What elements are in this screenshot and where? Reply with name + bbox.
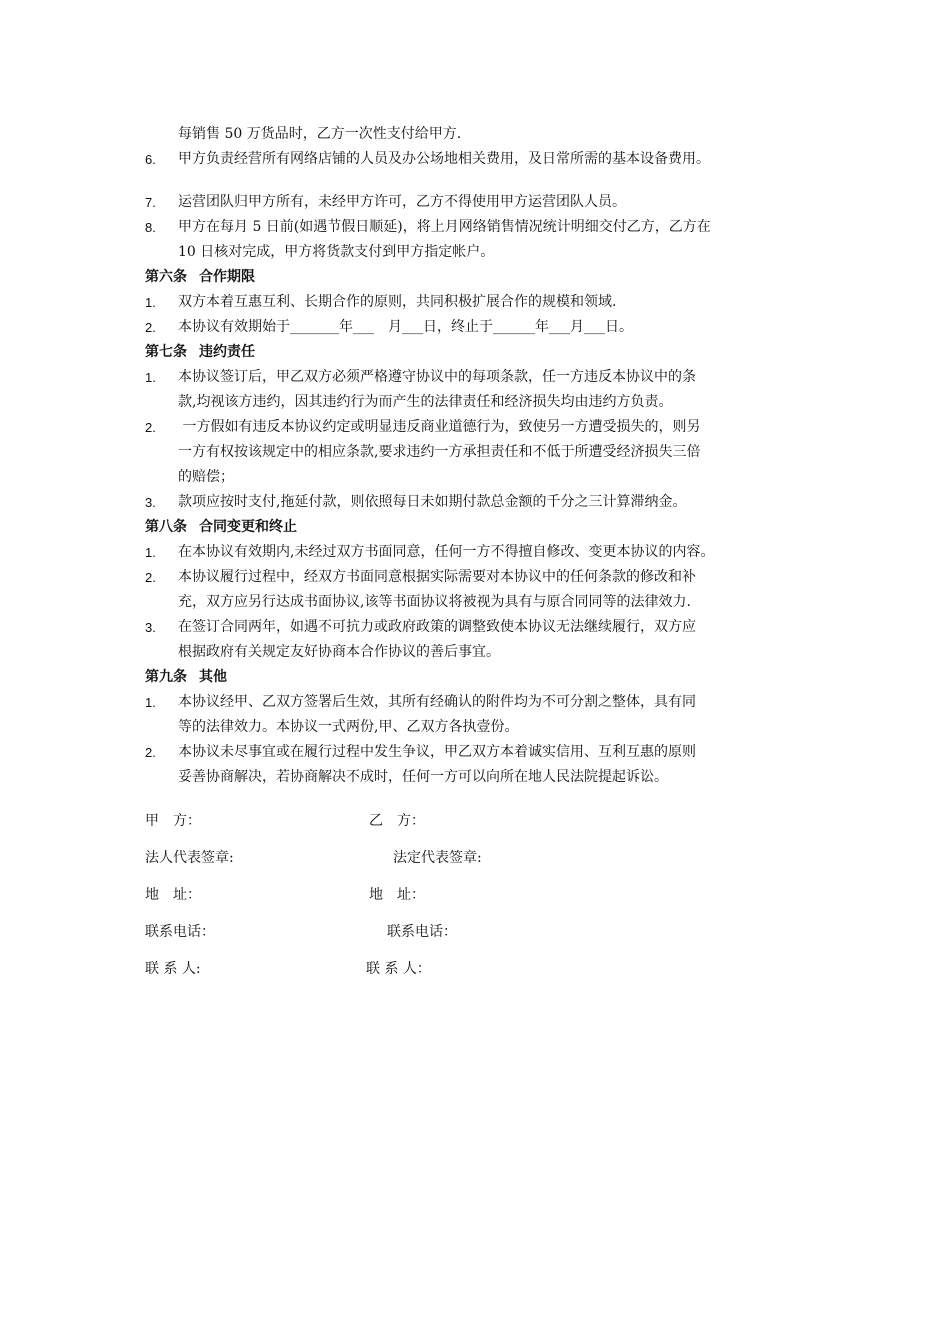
item-text — [178, 565, 825, 615]
article-title: 违约责任 — [199, 344, 255, 360]
list-item — [145, 147, 825, 172]
item-number: 1. — [145, 370, 156, 385]
item-text-line: 本协议未尽事宜或在履行过程中发生争议，甲乙双方本着诚实信用、互利互惠的原则 — [178, 744, 696, 760]
party-a-contact-label: 联 系 人: — [145, 961, 201, 977]
party-b-contact-label: 联 系 人： — [366, 961, 431, 977]
list-item — [145, 690, 825, 740]
item-text-line: 一方有权按该规定中的相应条款,要求违约一方承担责任和不低于所遭受经济损失三倍 — [178, 444, 701, 460]
item-text — [178, 615, 825, 665]
contract-body — [145, 122, 825, 790]
article-title: 合作期限 — [199, 269, 255, 285]
item-text: 款项应按时支付,拖延付款，则依照每日未如期付款总金额的千分之三计算滞纳金。 — [178, 494, 687, 510]
list-item — [145, 565, 825, 615]
list-item — [145, 215, 825, 265]
item-text — [178, 690, 825, 740]
party-b-label: 乙 方： — [369, 813, 425, 829]
item-number: 1. — [145, 695, 156, 710]
article-label: 第七条 — [145, 344, 187, 360]
item-text-line: 10 日核对完成，甲方将货款支付到甲方指定帐户。 — [178, 244, 495, 260]
spacer — [145, 172, 825, 181]
item-number: 2. — [145, 320, 156, 335]
item-text: 甲方负责经营所有网络店铺的人员及办公场地相关费用，及日常所需的基本设备费用。 — [178, 151, 710, 167]
item-number: 1. — [145, 545, 156, 560]
article-label: 第八条 — [145, 519, 187, 535]
list-item — [145, 540, 825, 565]
item-text-line: 根据政府有关规定友好协商本合作协议的善后事宜。 — [178, 644, 500, 660]
party-b-address-label: 地 址： — [369, 887, 425, 903]
party-a-rep-label: 法人代表签章: — [145, 850, 234, 866]
item-number: 3. — [145, 495, 156, 510]
list-item — [145, 415, 825, 490]
item-text-line: 本协议签订后，甲乙双方必须严格遵守协议中的每项条款，任一方违反本协议中的条 — [178, 369, 696, 385]
item-text: 双方本着互惠互利、长期合作的原则，共同积极扩展合作的规模和领域. — [178, 294, 617, 310]
item-text-line: 本协议经甲、乙双方签署后生效，其所有经确认的附件均为不可分割之整体，具有同 — [178, 694, 696, 710]
item-text — [178, 415, 825, 490]
signature-row — [145, 882, 825, 919]
article-heading — [145, 265, 825, 290]
article-title: 合同变更和终止 — [199, 519, 297, 535]
list-item — [145, 740, 825, 790]
item-text-line: 款,均视该方违约，因其违约行为而产生的法律责任和经济损失均由违约方负责。 — [178, 394, 673, 410]
item-number: 7. — [145, 195, 156, 210]
article-label: 第九条 — [145, 669, 187, 685]
list-item — [145, 190, 825, 215]
item-text-line: 一方假如有违反本协议约定或明显违反商业道德行为，致使另一方遭受损失的，则另 — [178, 419, 701, 435]
signature-row — [145, 956, 825, 993]
article-heading — [145, 515, 825, 540]
item-text-line: 本协议履行过程中，经双方书面同意根据实际需要对本协议中的任何条款的修改和补 — [178, 569, 696, 585]
article-label: 第六条 — [145, 269, 187, 285]
list-item — [145, 365, 825, 415]
item-number: 8. — [145, 220, 156, 235]
party-a-address-label: 地 址： — [145, 887, 201, 903]
article-heading — [145, 340, 825, 365]
item-text-line: 的赔偿； — [178, 469, 234, 485]
signature-block — [145, 808, 825, 993]
article-title: 其他 — [199, 669, 227, 685]
item-text-line: 在签订合同两年，如遇不可抗力或政府政策的调整致使本协议无法继续履行，双方应 — [178, 619, 696, 635]
signature-row — [145, 808, 825, 845]
list-item — [145, 615, 825, 665]
article-heading — [145, 665, 825, 690]
list-item — [145, 490, 825, 515]
item-text — [178, 740, 825, 790]
list-item — [145, 315, 825, 340]
item-text-line: 妥善协商解决，若协商解决不成时，任何一方可以向所在地人民法院提起诉讼。 — [178, 769, 668, 785]
item-number: 2. — [145, 420, 156, 435]
party-a-label: 甲 方： — [145, 813, 201, 829]
item-number: 1. — [145, 295, 156, 310]
list-item — [145, 290, 825, 315]
item-text-line: 甲方在每月 5 日前(如遇节假日顺延)，将上月网络销售情况统计明细交付乙方，乙方在 — [178, 219, 711, 235]
item-text — [178, 365, 825, 415]
item-number: 3. — [145, 620, 156, 635]
carry-over-line: 每销售 50 万货品时，乙方一次性支付给甲方. — [178, 126, 462, 142]
item-text-line: 等的法律效力。本协议一式两份,甲、乙双方各执壹份。 — [178, 719, 519, 735]
spacer — [145, 181, 825, 190]
item-text — [178, 215, 825, 265]
item-text-line: 充，双方应另行达成书面协议,该等书面协议将被视为具有与原合同同等的法律效力. — [178, 594, 691, 610]
item-number: 2. — [145, 745, 156, 760]
item-number: 6. — [145, 152, 156, 167]
item-text: 在本协议有效期内,未经过双方书面同意，任何一方不得擅自修改、变更本协议的内容。 — [178, 544, 715, 560]
item-text: 本协议有效期始于_______年___ 月___日，终止于______年___月___日。 — [178, 319, 633, 335]
party-b-phone-label: 联系电话： — [387, 924, 457, 940]
party-a-phone-label: 联系电话： — [145, 924, 215, 940]
item-text: 运营团队归甲方所有，未经甲方许可，乙方不得使用甲方运营团队人员。 — [178, 194, 626, 210]
signature-row — [145, 845, 825, 882]
signature-row — [145, 919, 825, 956]
party-b-rep-label: 法定代表签章: — [393, 850, 482, 866]
item-number: 2. — [145, 570, 156, 585]
